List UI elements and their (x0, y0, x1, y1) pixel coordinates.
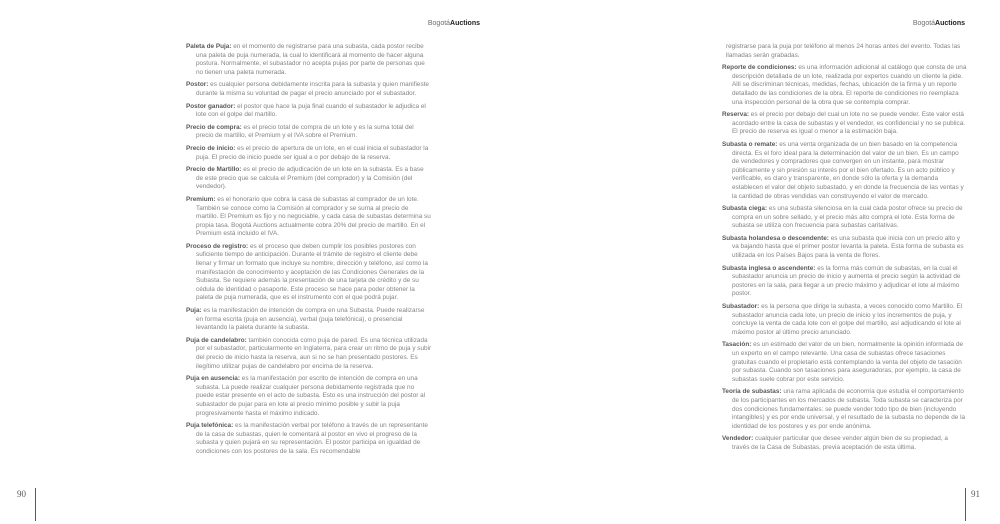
glossary-definition: es la forma más común de subastas, en la cual el subastador anuncia un precio de inicio y aumenta el precio según la actividad de postores en la sala, para llegar a un precio máximo y adjudicar el lote al máximo postor. (732, 264, 961, 298)
glossary-definition: es la persona que dirige la subasta, a veces conocido como Martillo. El subastador anuncia cada lote, un precio de inicio y los incrementos de puja, y concluye la venta de cada lote con el golpe del martillo, así adjudicando el lote al máximo postor al último precio anunciado. (732, 303, 963, 336)
glossary-term: Paleta de Puja: (186, 43, 232, 50)
glossary-term: Subasta inglesa o ascendente: (722, 264, 816, 272)
page-number-left: 90 (17, 489, 26, 499)
glossary-entry (722, 43, 967, 60)
glossary-entry (722, 265, 967, 299)
glossary-term: Subasta holandesa o descendente: (722, 234, 829, 242)
glossary-definition: es el precio de apertura de un lote, en el cual inicia el subastador la puja. El precio de inicio puede ser igual a o por debajo de la reserva. (196, 144, 429, 161)
glossary-definition: una rama aplicada de economía que estudia el comportamiento de los participantes en los mercados de subasta. Toda subasta se caracteriza por dos condiciones fundamentales: se puede vender todo tipo de bien (incluyendo intangibles) y es por ende universal, y el resultado de la subasta no depende de la identidad de los postores y es por ende anónima. (732, 388, 966, 430)
glossary-entry (722, 205, 967, 231)
glossary-entry (186, 243, 432, 303)
brand-bold-text: Auctions (935, 20, 965, 27)
glossary-entry (186, 196, 432, 239)
glossary-term: Proceso de registro: (186, 242, 249, 250)
glossary-entry (186, 166, 432, 192)
glossary-definition: es una venta organizada de un bien basado en la competencia directa. Es el foro ideal para la determinación del valor de un bien. Es un campo de vendedores y compradores que convergen en un instante, para mostrar públicamente y sin presión su interés por el bien ofertado. Es un acto público y verificable, es claro y transparente, en donde sólo la oferta y la demanda establecen el valor del objeto subastado, y en donde la frecuencia de las ventas y la cantidad de obras vendidas van construyendo el valor de mercado. (732, 140, 964, 200)
glossary-definition: en el momento de registrarse para una subasta, cada postor recibe una paleta de puja numerada, la cual lo identificará al momento de hacer alguna postura. Normalmente, el subastador no acepta pujas por parte de personas que no tienen una paleta numerada. (196, 43, 425, 76)
glossary-definition: es una subasta silenciosa en la cual cada postor ofrece su precio de compra en un sobre sellado, y el precio más alto compra el lote. Esta forma de subasta se utiliza con frecuencia para subastas caritativas. (732, 205, 963, 230)
glossary-definition: el postor que hace la puja final cuando el subastador le adjudica el lote con el golpe del martillo. (196, 102, 426, 119)
glossary-term: Teoría de subastas: (722, 388, 782, 396)
glossary-definition: es la manifestación verbal por teléfono a través de un representante de la casa de subastas, quien le comentará al postor en vivo el progreso de la subasta y quien pujará en su representación. El postor participa en igualdad de condiciones con los postores de la sala. Es recomendable (196, 422, 428, 455)
glossary-entry (722, 341, 967, 384)
glossary-entry (722, 303, 967, 337)
brand-bold-text: Auctions (450, 20, 480, 27)
glossary-entry (186, 81, 432, 98)
glossary-entry (722, 141, 967, 201)
glossary-term: Precio de compra: (186, 123, 242, 131)
glossary-term: Precio de Martillo: (186, 166, 242, 174)
glossary-term: Subastador: (722, 303, 760, 311)
glossary-entry (722, 388, 967, 431)
folio-rule-left (35, 488, 36, 521)
glossary-entry (186, 43, 432, 77)
glossary-term: Reporte de condiciones: (722, 64, 797, 72)
brand-logo-right (845, 20, 965, 27)
glossary-term: Puja de candelabro: (186, 336, 247, 344)
brand-logo-left (360, 20, 480, 27)
page-number-right: 91 (971, 489, 980, 499)
glossary-term: Subasta o remate: (722, 140, 778, 148)
glossary-term: Reserva: (722, 111, 750, 119)
glossary-entry (722, 435, 967, 452)
glossary-definition: es una subasta que inicia con un precio alto y va bajando hasta que el primer postor levanta la paleta. Esta forma de subasta es utilizada en los Países Bajos para la venta de flores. (732, 234, 964, 260)
glossary-entry (722, 111, 967, 137)
glossary-definition: es la manifestación de intención de compra en una Subasta. Puede realizarse en forma escrita (puja en ausencia), verbal (puja telefónica), o presencial levantando la paleta durante la subasta. (196, 307, 425, 332)
glossary-term: Premium: (186, 195, 216, 203)
glossary-definition: registrarse para la puja por teléfono al menos 24 horas antes del evento. Todas las llamadas serán grabadas. (726, 43, 961, 59)
glossary-definition: es el honorario que cobra la casa de subastas al comprador de un lote. También se conoce como la Comisión al comprador y se suma al precio de martillo. El Premium es fijo y no negociable, y cada casa de subastas determina su propia tasa. Bogotá Auctions actualmente cobra 20% del precio de martillo. En el Premium está incluido el IVA. (196, 195, 431, 238)
glossary-term: Tasación: (722, 341, 752, 349)
glossary-definition: es el precio total de compra de un lote y es la suma total del precio de martillo, el Premium y el IVA sobre el Premium. (196, 123, 414, 140)
glossary-entry (186, 337, 432, 371)
glossary-definition: es el proceso que deben cumplir los posibles postores con suficiente tiempo de anticipación. Durante el trámite de registro el cliente debe llenar y firmar un formato que incluye su nombre, dirección y teléfono, así como la manifestación de conocimiento y aceptación de las Condiciones Generales de la Subasta. Se requiere además la presentación de una tarjeta de crédito y de su cédula de identidad o pasaporte. Este proceso se hace para poder obtener la paleta de puja numerada, que es el instrumento con el que podrá pujar. (196, 242, 428, 302)
glossary-definition: es cualquier persona debidamente inscrita para la subasta y quien manifieste durante la misma su voluntad de pagar el precio anunciado por el subastador. (196, 81, 429, 97)
glossary-term: Puja telefónica: (186, 422, 234, 430)
folio-rule-right (965, 488, 966, 521)
glossary-entry (186, 422, 432, 456)
glossary-definition: cualquier particular que desee vender algún bien de su propiedad, a través de la Casa de Subastas, previa aceptación de esta última. (732, 435, 948, 451)
glossary-definition: también conocida como puja de pared. Es una técnica utilizada por el subastador, particularmente en Inglaterra, para crear un ritmo de puja y subir del precio de inicio hasta la reserva, aun si no se han presentado postores. Es ilegítimo utilizar pujas de candelabro por encima de la reserva. (196, 336, 432, 370)
glossary-entry (186, 124, 432, 141)
glossary-definition: es el precio por debajo del cual un lote no se puede vender. Este valor está acordado entre la casa de subastas y el vendedor, es confidencial y no se publica. El precio de reserva es igual o menor a la estimación baja. (732, 111, 966, 136)
glossary-definition: es una información adicional al catálogo que consta de una descripción detallada de un lote, realizada por expertos cuando un cliente la pide. Allí se discriminan técnicas, medidas, fechas, ubicación de la firma y un reporte detallado de las condiciones de la obra. El reporte de condiciones no reemplaza una inspección personal de la obra que se contempla comprar. (732, 64, 967, 106)
glossary-term: Puja en ausencia: (186, 375, 240, 383)
glossary-term: Precio de inicio: (186, 144, 236, 152)
glossary-term: Subasta ciega: (722, 205, 768, 213)
glossary-entry (186, 103, 432, 120)
glossary-entry (186, 307, 432, 333)
glossary-entry (186, 375, 432, 418)
glossary-term: Postor ganador: (186, 102, 236, 110)
glossary-term: Vendedor: (722, 435, 754, 443)
brand-light-text: Bogotá (912, 20, 936, 27)
glossary-definition: es el precio de adjudicación de un lote en la subasta. Es a base de este precio que se calcula el Premium (del comprador) y la Comisión (del vendedor). (196, 166, 424, 191)
glossary-term: Puja: (186, 307, 202, 315)
glossary-column-right (722, 43, 967, 457)
glossary-entry (722, 64, 967, 107)
brand-light-text: Bogotá (427, 20, 451, 27)
glossary-definition: es un estimado del valor de un bien, normalmente la opinión informada de un experto en el campo relevante. Una casa de subastas ofrece tasaciones gratuitas cuando el propietario está contemplando la venta del objeto de tasación por subasta. Cuando son tasaciones para aseguradoras, por ejemplo, la casa de subastas suele cobrar por este servicio. (732, 341, 964, 383)
glossary-entry (722, 235, 967, 261)
glossary-definition: es la manifestación por escrito de intención de compra en una subasta. La puede realizar cualquier persona debidamente registrada que no puede estar presente en el acto de subasta. Esto es una instrucción del postor al subastador de pujar para en lote al precio mínimo posible y subir la puja progresivamente hasta el máximo indicado. (196, 375, 426, 417)
glossary-entry (186, 145, 432, 162)
glossary-column-left (186, 43, 432, 461)
glossary-term: Postor: (186, 81, 209, 89)
